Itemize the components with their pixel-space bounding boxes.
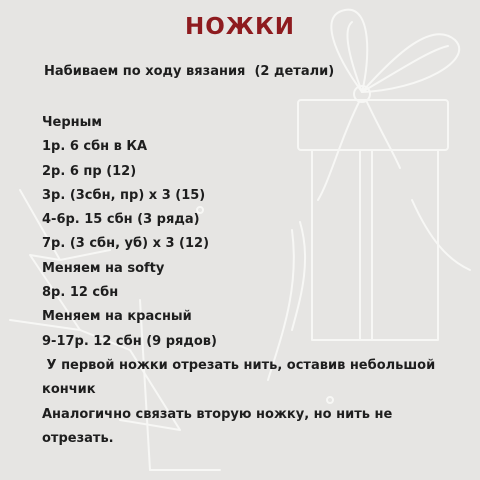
instruction-line: Аналогично связать вторую ножку, но нить не: [42, 406, 393, 422]
instruction-line: 9-17р. 12 сбн (9 рядов): [42, 333, 217, 349]
instruction-list: [42, 111, 472, 451]
instruction-line: 7р. (3 сбн, уб) х 3 (12): [42, 236, 210, 252]
instruction-line: 4-6р. 15 сбн (3 ряда): [42, 212, 200, 228]
instruction-line: кончик: [42, 382, 96, 398]
subtitle: Набиваем по ходу вязания (2 детали): [44, 64, 335, 79]
instruction-line: Меняем на красный: [42, 309, 192, 325]
instruction-line: У первой ножки отрезать нить, оставив небольшой: [42, 357, 436, 373]
instruction-line: 8р. 12 сбн: [42, 285, 119, 301]
instruction-line: 3р. (3сбн, пр) х 3 (15): [42, 187, 206, 203]
instruction-line: 2р. 6 пр (12): [42, 163, 137, 179]
instruction-line: 1р. 6 сбн в КА: [42, 139, 148, 155]
page-title: НОЖКИ: [184, 14, 295, 40]
instruction-line: Черным: [42, 115, 102, 130]
instruction-line: отрезать.: [42, 430, 114, 446]
instruction-line: Меняем на softy: [42, 260, 165, 276]
